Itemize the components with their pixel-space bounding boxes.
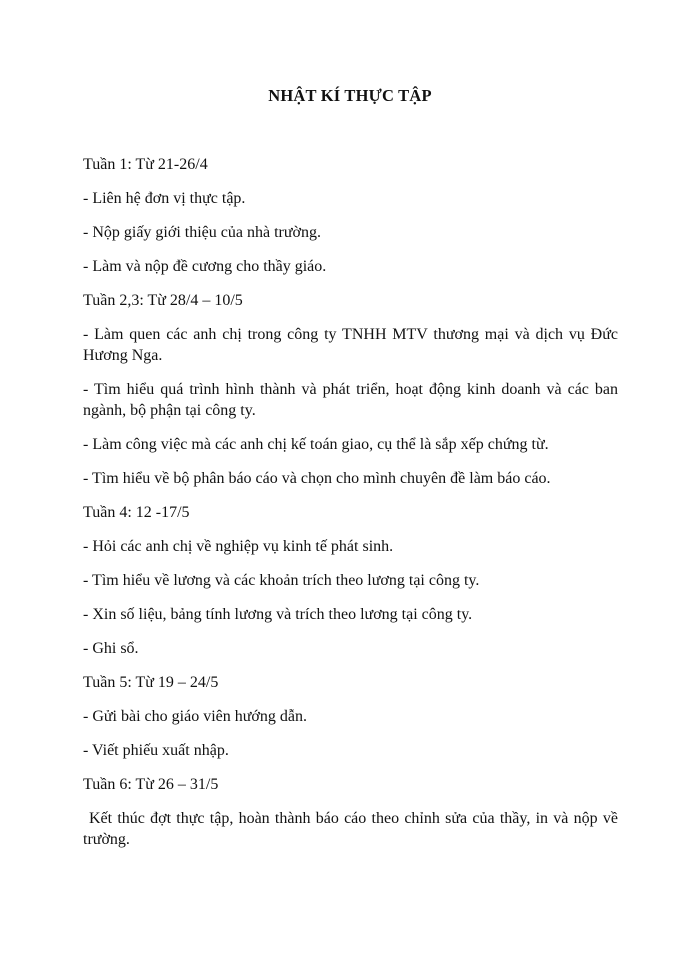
- week-1-task-3: - Làm và nộp đề cương cho thầy giáo.: [83, 258, 327, 275]
- week-5-heading: Tuần 5: Từ 19 – 24/5: [83, 674, 219, 691]
- week-5-task-1: - Gửi bài cho giáo viên hướng dẫn.: [83, 708, 307, 725]
- week-2-3-task-4: - Tìm hiểu về bộ phân báo cáo và chọn cho mình chuyên đề làm báo cáo.: [83, 470, 551, 487]
- week-1-task-1: - Liên hệ đơn vị thực tập.: [83, 190, 246, 207]
- diary-content: [83, 154, 618, 863]
- document-title: NHẬT KÍ THỰC TẬP: [268, 86, 432, 105]
- week-2-3-heading: Tuần 2,3: Từ 28/4 – 10/5: [83, 292, 243, 309]
- week-5-task-2: - Viết phiếu xuất nhập.: [83, 742, 229, 759]
- week-6-summary: Kết thúc đợt thực tập, hoàn thành báo cáo theo chỉnh sửa của thầy, in và nộp về trường.: [83, 810, 618, 848]
- week-2-3-task-3: - Làm công việc mà các anh chị kế toán giao, cụ thể là sắp xếp chứng từ.: [83, 436, 549, 453]
- week-4-task-3: - Xin số liệu, bảng tính lương và trích theo lương tại công ty.: [83, 606, 473, 623]
- week-4-task-4: - Ghi sổ.: [83, 640, 139, 657]
- week-4-heading: Tuần 4: 12 -17/5: [83, 504, 190, 521]
- week-4-task-2: - Tìm hiểu về lương và các khoản trích theo lương tại công ty.: [83, 572, 480, 589]
- week-2-3-task-1: - Làm quen các anh chị trong công ty TNHH MTV thương mại và dịch vụ Đức Hương Nga.: [83, 326, 618, 364]
- week-6-heading: Tuần 6: Từ 26 – 31/5: [83, 776, 219, 793]
- week-1-heading: Tuần 1: Từ 21-26/4: [83, 156, 208, 173]
- week-4-task-1: - Hỏi các anh chị về nghiệp vụ kinh tế phát sinh.: [83, 538, 394, 555]
- week-2-3-task-2: - Tìm hiểu quá trình hình thành và phát triển, hoạt động kinh doanh và các ban ngành, bộ phận tại công ty.: [83, 381, 618, 419]
- week-1-task-2: - Nộp giấy giới thiệu của nhà trường.: [83, 224, 321, 241]
